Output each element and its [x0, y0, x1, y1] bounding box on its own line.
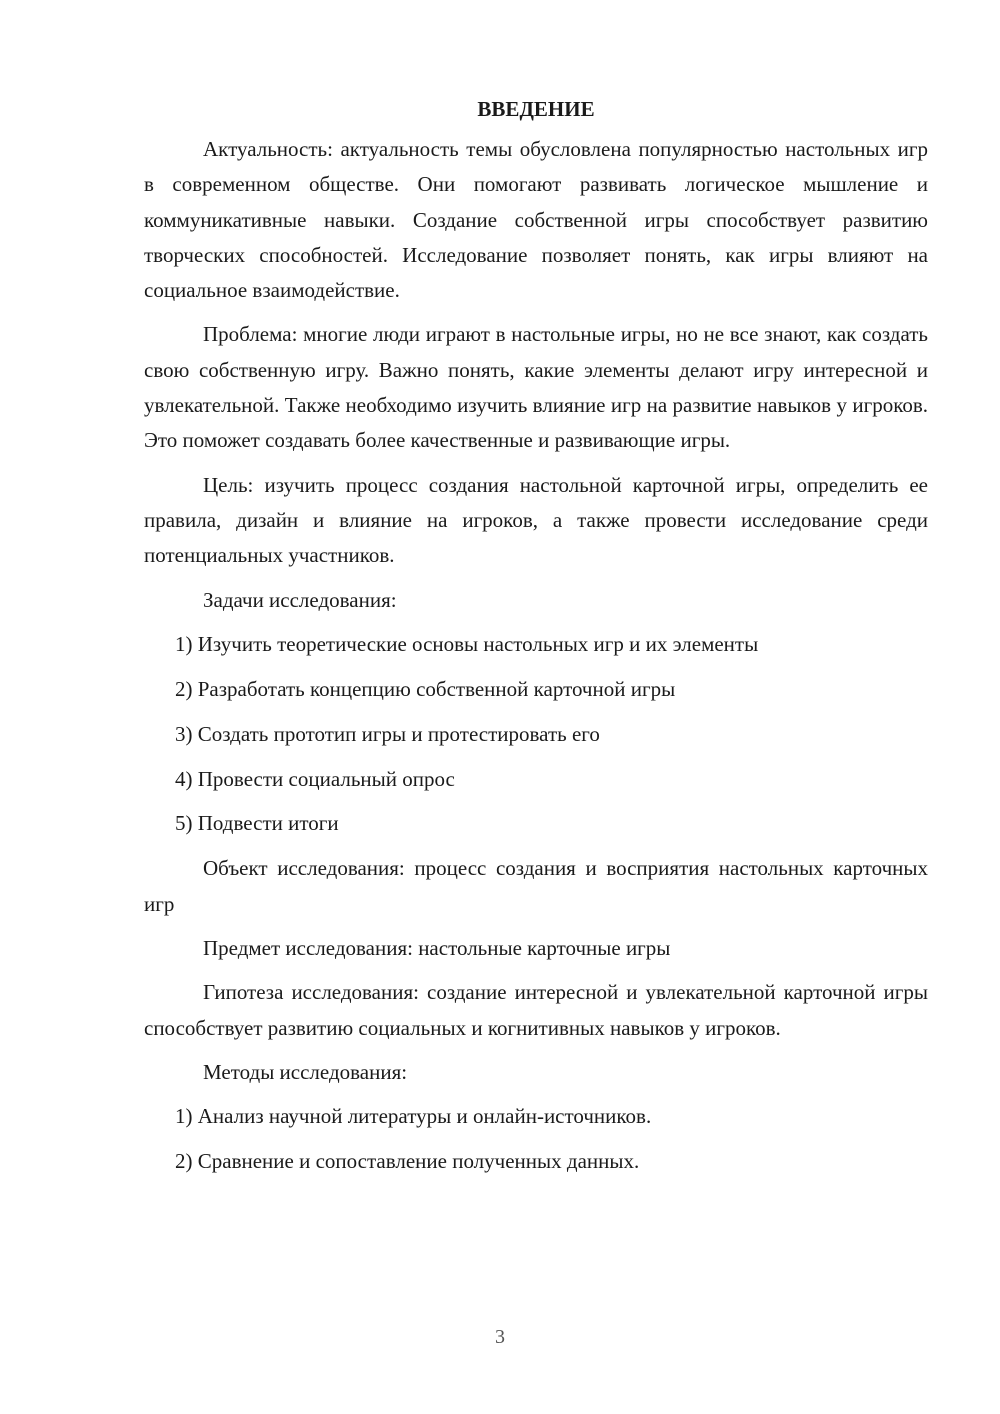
list-item: 1) Изучить теоретические основы настольных игр и их элементы [175, 631, 759, 656]
tasks-title: Задачи исследования: [203, 587, 397, 612]
list-item: 3) Создать прототип игры и протестировать его [175, 721, 600, 746]
document-page [144, 92, 928, 1189]
hypothesis-paragraph: Гипотеза исследования: создание интересной и увлекательной карточной игры способствует развитию социальных и когнитивных навыков у игроков. [144, 980, 928, 1040]
methods-title: Методы исследования: [203, 1059, 408, 1084]
problem-paragraph: Проблема: многие люди играют в настольные игры, но не все знают, как создать свою собственную игру. Важно понять, какие элементы делают игру интересной и увлекательной. Также необходимо изучить влияние игр на развитие навыков у игроков. Это поможет создавать более качественные и развивающие игры. [144, 322, 928, 453]
list-item: 2) Сравнение и сопоставление полученных данных. [175, 1148, 640, 1173]
list-item: 4) Провести социальный опрос [175, 766, 455, 791]
page-title: ВВЕДЕНИЕ [477, 97, 595, 121]
list-item: 2) Разработать концепцию собственной карточной игры [175, 676, 676, 701]
page-number: 3 [495, 1326, 505, 1348]
list-item: 5) Подвести итоги [175, 811, 339, 836]
relevance-paragraph: Актуальность: актуальность темы обусловлена популярностью настольных игр в современном обществе. Они помогают развивать логическое мышление и коммуникативные навыки. Создание собственной игры способствует развитию творческих способностей. Исследование позволяет понять, как игры влияют на социальное взаимодействие. [144, 137, 928, 303]
subject-paragraph: Предмет исследования: настольные карточные игры [203, 935, 671, 960]
goal-paragraph: Цель: изучить процесс создания настольной карточной игры, определить ее правила, дизайн и влияние на игроков, а также провести исследование среди потенциальных участников. [144, 472, 928, 568]
object-paragraph: Объект исследования: процесс создания и восприятия настольных карточных игр [144, 856, 928, 916]
list-item: 1) Анализ научной литературы и онлайн-источников. [175, 1104, 652, 1129]
